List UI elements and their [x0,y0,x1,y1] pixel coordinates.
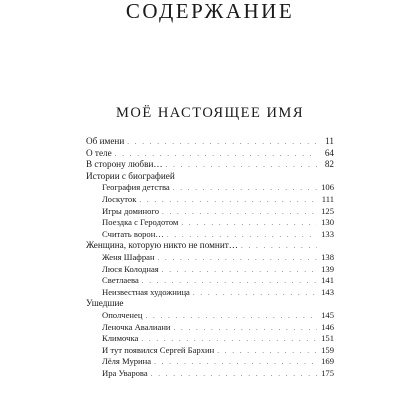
toc-entry[interactable] [86,322,334,334]
toc-leader-dots [217,346,317,358]
toc-entry[interactable] [86,310,334,322]
toc-entry-title: Игры доминого [102,205,159,216]
toc-entry-title: И тут появился Сергей Бархин [102,344,215,355]
toc-entry-title: Климочка [102,333,139,344]
toc-entry-title: Поездка с Геродотом [102,217,179,228]
toc-entry-title: Люся Колодная [102,263,159,274]
toc-entry-title: Женя Шафран [102,251,155,262]
toc-entry[interactable] [86,275,334,287]
toc-leader-dots [241,241,317,253]
toc-leader-dots [151,369,317,381]
toc-entry[interactable] [86,229,334,241]
toc-page-number: 125 [321,205,334,216]
toc-page-number: 141 [321,275,334,286]
toc-leader-dots [127,137,317,149]
toc-entry[interactable] [86,240,334,252]
toc-entry[interactable] [86,252,334,264]
toc-entry-title: О теле [86,147,112,158]
toc-page-number: 111 [321,193,334,204]
toc-entry[interactable] [86,368,334,380]
toc-leader-dots [139,195,317,207]
toc-entry-title: Ополченец [102,309,143,320]
toc-section-heading: Ушедшие [86,298,124,309]
toc-leader-dots [162,265,317,277]
toc-leader-dots [158,253,317,265]
toc-page-number: 151 [321,333,334,344]
toc-page-number: 175 [321,367,334,378]
page-title: СОДЕРЖАНИЕ [125,0,295,23]
toc-leader-dots [145,311,317,323]
toc-entry[interactable] [86,264,334,276]
toc-page-number: 133 [321,228,334,239]
toc-entry-title: В сторону любви… [86,159,163,170]
toc-entry-title: Лёля Мурина [102,356,152,367]
toc-entry-title: Женщина, которую никто не помнит… [86,240,238,251]
toc-page-number: 169 [321,356,334,367]
toc-entry-title: Об имени [86,136,125,146]
toc-entry-title: Ира Уварова [102,367,148,378]
toc-leader-dots [154,357,317,369]
toc-leader-dots [173,183,317,195]
toc-entry[interactable] [86,148,334,160]
toc-entry-title: Леночка Авалиани [102,321,171,332]
toc-entry[interactable] [86,194,334,206]
toc-entry[interactable] [86,206,334,218]
toc-page-number: 143 [321,286,334,297]
table-of-contents [86,136,334,379]
toc-page-number: 82 [324,159,334,170]
toc-leader-dots [193,288,317,300]
toc-page-number: 146 [321,321,334,332]
toc-leader-dots [174,323,317,335]
toc-entry-title: Неизвестная художница [102,286,190,297]
toc-entry-title: Светлаева [102,275,139,286]
toc-entry[interactable] [86,182,334,194]
toc-entry[interactable] [86,159,334,171]
toc-leader-dots [166,160,317,172]
toc-section-heading: Истории с биографией [86,170,175,181]
toc-leader-dots [162,207,317,219]
section-title: МОЁ НАСТОЯЩЕЕ ИМЯ [115,105,304,121]
toc-entry-title: Считать ворон… [102,228,164,239]
toc-page-number: 139 [321,263,334,274]
toc-page-number: 130 [321,217,334,228]
toc-entry[interactable] [86,356,334,368]
toc-entry[interactable] [86,136,334,148]
toc-entry[interactable] [86,345,334,357]
toc-entry-title: География детства [102,182,170,193]
toc-page-number: 138 [321,251,334,262]
toc-page-number: 11 [325,136,334,146]
toc-entry-title: Лоскуток [102,193,137,204]
toc-page-number: 145 [321,309,334,320]
toc-entry[interactable] [86,217,334,229]
toc-entry[interactable] [86,333,334,345]
toc-leader-dots [181,218,317,230]
toc-page-number: 106 [321,182,334,193]
toc-page-number: 64 [324,147,334,158]
toc-entry[interactable] [86,287,334,299]
toc-page-number: 159 [321,344,334,355]
